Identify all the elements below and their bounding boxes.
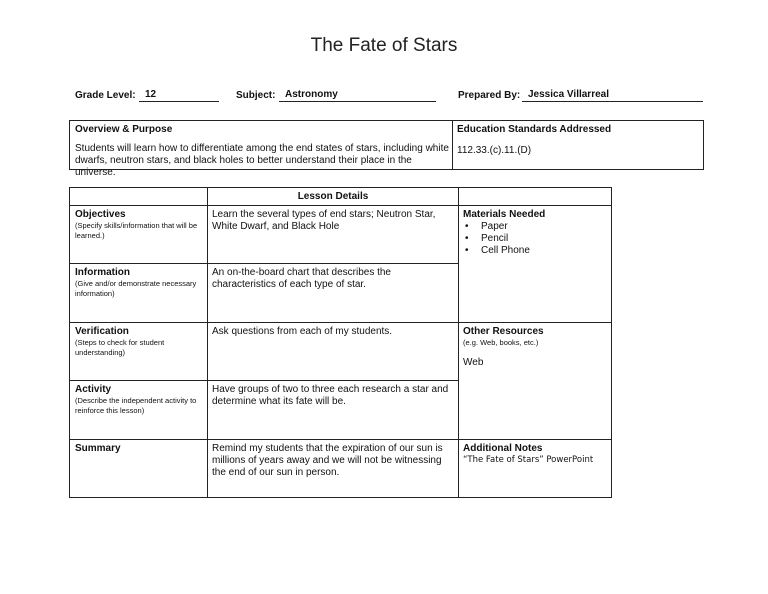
materials-list [463,221,530,257]
summary-label: Summary [75,443,121,454]
verification-hint: (Steps to check for student understanding) [75,338,165,357]
activity-content: Have groups of two to three each research a star and determine what its fate will be. [212,384,449,407]
prepared-by-field[interactable]: Jessica Villarreal [522,89,703,102]
header-row-divider [70,205,611,206]
page-title: The Fate of Stars [310,35,458,56]
information-hint: (Give and/or demonstrate necessary information) [75,279,197,298]
grade-level-label: Grade Level: [75,90,136,101]
row-divider [70,439,611,440]
overview-divider [452,121,453,169]
verification-content: Ask questions from each of my students. [212,326,393,337]
lesson-details-table [69,187,612,498]
grade-level-field[interactable]: 12 [139,89,219,102]
overview-heading: Overview & Purpose [75,124,173,135]
standards-heading: Education Standards Addressed [457,124,612,135]
list-item: • Cell Phone [463,245,530,257]
subject-label: Subject: [236,90,276,101]
notes-value: “The Fate of Stars” PowerPoint [463,455,594,465]
col-divider-2 [458,188,459,497]
summary-content: Remind my students that the expiration of our sun is millions of years away and we will not be witnessing the end of our sun in person. [212,443,443,478]
information-content: An on-the-board chart that describes the characteristics of each type of star. [212,267,391,290]
list-item: • Pencil [463,233,530,245]
verification-label: Verification [75,326,129,337]
resources-value: Web [463,357,484,368]
objectives-content: Learn the several types of end stars; Neutron Star, White Dwarf, and Black Hole [212,209,436,232]
standards-value: 112.33.(c).11.(D) [457,145,532,156]
row-divider [70,380,459,381]
activity-hint: (Describe the independent activity to reinforce this lesson) [75,396,197,415]
materials-heading: Materials Needed [463,209,546,220]
objectives-hint: (Specify skills/information that will be learned.) [75,221,198,240]
row-divider [70,263,459,264]
activity-label: Activity [75,384,112,395]
resources-hint: (e.g. Web, books, etc.) [463,338,539,347]
subject-field[interactable]: Astronomy [279,89,436,102]
objectives-label: Objectives [75,209,126,220]
information-label: Information [75,267,130,278]
col-divider-1 [207,188,208,497]
overview-text: Students will learn how to differentiate among the end states of stars, including white dwarfs, neutron stars, and black holes to better understand their place in the universe. [75,143,449,178]
notes-heading: Additional Notes [463,443,543,454]
lesson-details-heading: Lesson Details [297,191,369,202]
resources-heading: Other Resources [463,326,544,337]
list-item: • Paper [463,221,530,233]
row-divider [70,322,611,323]
overview-box [69,120,704,178]
prepared-by-label: Prepared By: [458,90,521,101]
